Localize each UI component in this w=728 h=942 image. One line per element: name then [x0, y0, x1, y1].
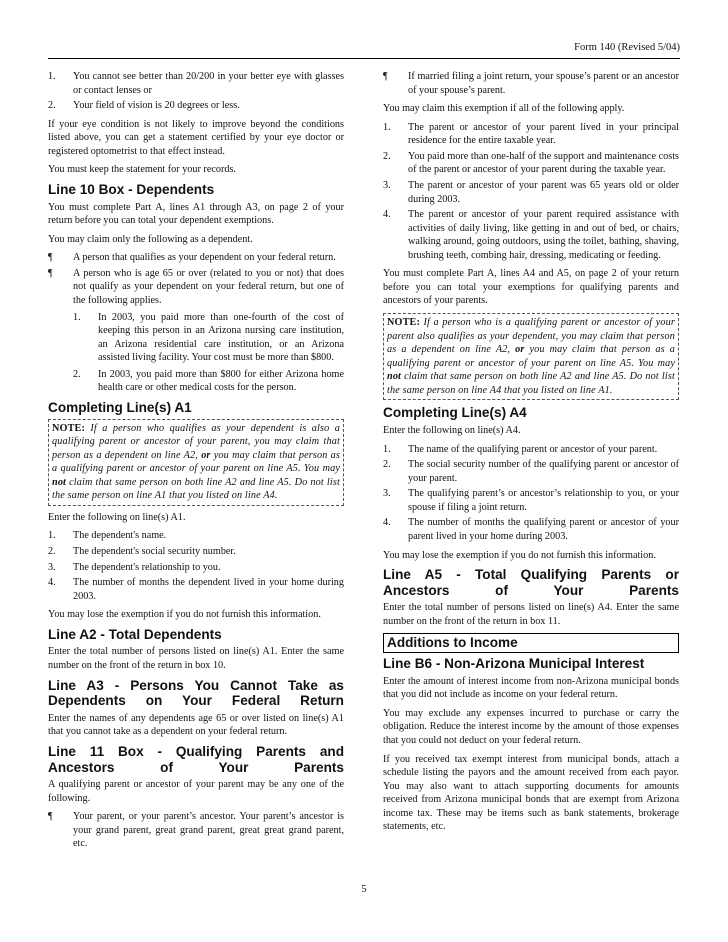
spouse-parent-list	[383, 70, 679, 97]
section-heading-a2: Line A2 - Total Dependents	[48, 626, 222, 642]
qualifying-parent-list	[48, 810, 344, 851]
paragraph: Enter the following on line(s) A4.	[383, 425, 521, 436]
intro-list	[48, 70, 344, 113]
paragraph: You may lose the exemption if you do not furnish this information.	[383, 549, 656, 561]
list-item: ¶ A person that qualifies as your dependent on your federal return.	[48, 252, 336, 264]
conditions-list	[383, 121, 679, 263]
list-item: 2. Your field of vision is 20 degrees or less.	[48, 100, 240, 112]
list-item: ¶ Your parent, or your parent’s ancestor. Your parent’s ancestor is your grand parent, great grand parent, great great grand parent, etc.	[48, 811, 344, 850]
right-column	[383, 70, 679, 839]
section-heading-a3: Line A3 - Persons You Cannot Take as Dependents on Your Federal Return	[48, 677, 344, 709]
paragraph: If your eye condition is not likely to improve beyond the conditions listed above, you can get a statement certified by your eye doctor or registered optometrist to that effect instead.	[48, 118, 344, 157]
list-item: 2. The dependent's social security number.	[48, 546, 236, 557]
dependent-criteria-list	[48, 251, 344, 395]
list-item: 3. The dependent's relationship to you.	[48, 561, 221, 573]
paragraph: You must complete Part A, lines A1 through A3, on page 2 of your return before you can total your dependent exemptions.	[48, 201, 344, 227]
list-item: 4. The number of months the qualifying parent or ancestor of your parent lived in your home during 2003.	[383, 517, 679, 542]
list-item: 3. The qualifying parent’s or ancestor’s relationship to you, or your spouse if filing a joint return.	[383, 488, 679, 513]
section-heading-line10: Line 10 Box - Dependents	[48, 181, 215, 197]
page-number: 5	[361, 884, 367, 895]
header-rule	[48, 58, 680, 59]
list-item: 1. You cannot see better than 20/200 in your better eye with glasses or contact lenses or	[48, 71, 344, 96]
section-heading-line11: Line 11 Box - Qualifying Parents and Ancestors of Your Parents	[48, 743, 344, 775]
paragraph: You may claim this exemption if all of the following apply.	[383, 103, 625, 115]
paragraph: Enter the amount of interest income from non-Arizona municipal bonds that you did not include as income on your federal return.	[383, 675, 679, 701]
left-column	[48, 70, 344, 856]
a1-list	[48, 529, 344, 603]
note-box: NOTE: If a person who qualifies as your dependent is also a qualifying parent or ancestor of your parent, you may claim that person as a dependent on line A2, or you may claim that person as a qualifying parent or ancestor of your parent on line A5. You may not claim that same person on both line A2 and line A5. Do not list the same person on line A1 that you listed on line A4.	[48, 419, 344, 506]
section-heading-a5: Line A5 - Total Qualifying Parents or Ancestors of Your Parents	[383, 567, 679, 598]
section-heading-b6: Line B6 - Non-Arizona Municipal Interest	[383, 656, 645, 672]
page-footer	[0, 884, 728, 895]
paragraph: Enter the total number of persons listed on line(s) A1. Enter the same number on the front of the return in box 10.	[48, 646, 344, 671]
page-header	[48, 42, 680, 53]
paragraph: If you received tax exempt interest from municipal bonds, attach a schedule listing the payors and the amount received from each payor. You may also want to attach supporting documents for amounts received from Arizona municipal bonds that are exempt from Arizona income tax. These may be items such as bank statements, brokerage statements, etc.	[383, 753, 679, 833]
paragraph: You may exclude any expenses incurred to purchase or carry the obligation. Reduce the interest income by the amount of those expenses that you could not deduct on your federal return.	[383, 707, 679, 746]
sub-list	[73, 311, 344, 395]
list-item: ¶ A person who is age 65 or over (related to you or not) that does not qualify as your dependent on your federal return, but one of the following applies. 1. In 2003, you paid more than one-fourth of the cost of keeping this person in an Arizona nursing care institution, an Arizona residential care institution, or an Arizona assisted living facility. Your cost must be more than $800. 2. In 2003, you paid more than $800 for either Arizona home health care or other medical costs for the person.	[48, 267, 344, 394]
section-heading-a4: Completing Line(s) A4	[383, 405, 527, 421]
list-item: ¶ If married filing a joint return, your spouse’s parent or an ancestor of your spouse’s parent.	[383, 71, 679, 96]
list-item: 2. In 2003, you paid more than $800 for either Arizona home health care or other medical costs for the person.	[73, 368, 344, 394]
a4-list	[383, 443, 679, 544]
list-item: 1. The dependent's name.	[48, 530, 167, 542]
list-item: 2. You paid more than one-half of the support and maintenance costs of the parent or ancestor of your parent during the taxable year.	[383, 150, 679, 176]
list-item: 1. In 2003, you paid more than one-fourth of the cost of keeping this person in an Arizona nursing care institution, an Arizona residential care institution, or an Arizona assisted living facility. Your cost must be more than $800.	[73, 311, 344, 364]
paragraph: Enter the names of any dependents age 65 or over listed on line(s) A1 that you cannot take as a dependent on your federal return.	[48, 712, 344, 738]
paragraph: You may claim only the following as a dependent.	[48, 233, 253, 245]
form-title: Form 140 (Revised 5/04)	[574, 42, 680, 53]
note-box: NOTE: If a person who is a qualifying parent or ancestor of your parent also qualifies as your dependent, you may claim that person as a dependent on line A2, or you may claim that person as a qualifying parent or ancestor of your parent on line A5. You may not claim that same person on both line A2 and line A5. Do not list the same person on line A4 that you listed on line A1.	[383, 313, 679, 400]
section-heading-a1: Completing Line(s) A1	[48, 399, 192, 415]
list-item: 4. The number of months the dependent lived in your home during 2003.	[48, 577, 344, 602]
paragraph: Enter the following on line(s) A1.	[48, 511, 186, 523]
paragraph: Enter the total number of persons listed on line(s) A4. Enter the same number on the front of the return in box 11.	[383, 602, 679, 627]
list-item: 2. The social security number of the qualifying parent or ancestor of your parent.	[383, 459, 679, 484]
paragraph: You must keep the statement for your records.	[48, 164, 236, 176]
paragraph: You may lose the exemption if you do not furnish this information.	[48, 609, 321, 621]
paragraph: A qualifying parent or ancestor of your parent may be any one of the following.	[48, 779, 344, 804]
paragraph: You must complete Part A, lines A4 and A5, on page 2 of your return before you can total your exemptions for qualifying parents and ancestors of your parents.	[383, 268, 679, 307]
list-item: 4. The parent or ancestor of your parent required assistance with activities of daily living, like getting in and out of bed, or chairs, walking around, going outdoors, using the toilet, bathing, shaving, brushing teeth, combing hair, dressing, medicating or feeding.	[383, 209, 679, 261]
list-item: 1. The name of the qualifying parent or ancestor of your parent.	[383, 443, 658, 455]
list-item: 1. The parent or ancestor of your parent lived in your principal residence for the entire taxable year.	[383, 121, 679, 147]
section-heading-additions: Additions to Income	[383, 633, 679, 653]
list-item: 3. The parent or ancestor of your parent was 65 years old or older during 2003.	[383, 179, 679, 205]
